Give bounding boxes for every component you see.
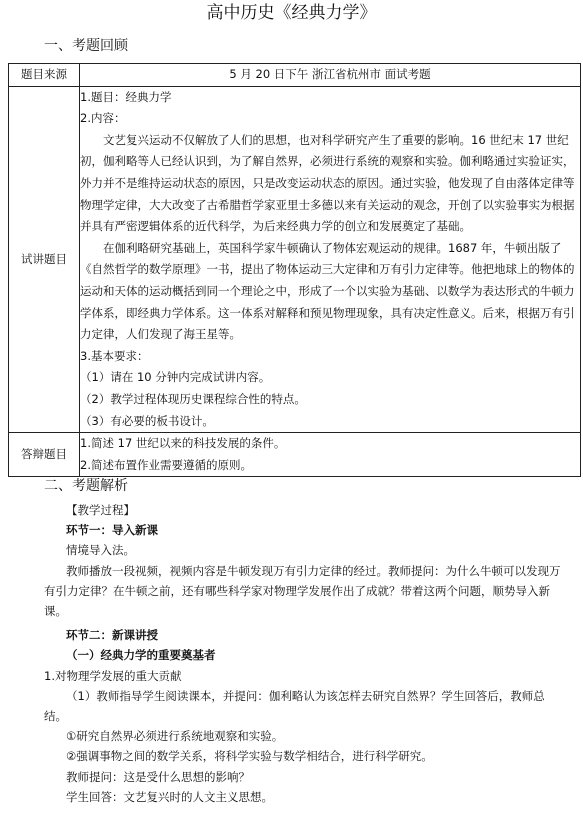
table-value-source: 5 月 20 日下午 浙江省杭州市 面试考题	[80, 64, 581, 87]
table-value-defense	[80, 433, 581, 477]
defense-question-1: 1.简述 17 世纪以来的科技发展的条件。	[80, 436, 286, 451]
exam-table	[8, 63, 581, 477]
section-heading-analysis: 二、考题解析	[44, 478, 128, 494]
table-row-defense	[9, 433, 581, 477]
student-answer: 学生回答：文艺复兴时的人文主义思想。	[66, 789, 273, 804]
lecture-content-label: 2.内容：	[80, 111, 126, 126]
subsection1-title: （一）经典力学的重要奠基者	[66, 648, 216, 663]
section-heading-review: 一、考题回顾	[44, 38, 128, 54]
table-row-lecture	[9, 86, 581, 433]
conclusion-2: ②强调事物之间的数学关系，将科学实验与数学相结合，进行科学研究。	[66, 749, 433, 764]
lecture-requirements-label: 3.基本要求：	[80, 348, 149, 363]
point1-text: （1）教师指导学生阅读课本，并提问：伽利略认为该怎样去研究自然界？学生回答后，教师总结。	[44, 688, 545, 724]
table-label-source: 题目来源	[9, 64, 80, 87]
process-heading: 【教学过程】	[66, 503, 135, 517]
table-row-source	[9, 64, 581, 87]
step2-title: 环节二：新课讲授	[66, 628, 158, 643]
requirement-2: （2）教学过程体现历史课程综合性的特点。	[80, 391, 306, 406]
lecture-paragraph-1: 文艺复兴运动不仅解放了人们的思想，也对科学研究产生了重要的影响。16 世纪末 17 世纪初，伽利略等人已经认识到，为了解自然界，必须进行系统的观察和实验。伽利略通过实验证实，外力并不是维持运动状态的原因，只是改变运动状态的原因。通过实验，他发现了自由落体定律等物理学定律，大大改变了古希腊哲学家亚里士多德以来有关运动的观念，开创了以实验事实为根据并具有严密逻辑体系的近代科学，为后来经典力学的创立和发展奠定了基础。	[80, 132, 575, 234]
point1-heading: 1.对物理学发展的重大贡献	[44, 668, 182, 683]
analysis-body	[44, 500, 564, 807]
conclusion-1: ①研究自然界必须进行系统地观察和实验。	[66, 729, 284, 744]
lecture-paragraph-2: 在伽利略研究基础上，英国科学家牛顿确认了物体宏观运动的规律。1687 年，牛顿出版了《自然哲学的数学原理》一书，提出了物体运动三大定律和万有引力定律等。他把地球上的物体的运动和天体的运动概括到同一个理论之中，形成了一个以实验为基础、以数学为表达形式的牛顿力学体系，即经典力学体系。这一体系对解释和预见物理现象，具有决定性意义。后来，根据万有引力定律，人们发现了海王星等。	[80, 240, 575, 342]
teacher-question: 教师提问：这是受什么思想的影响？	[66, 769, 250, 784]
table-label-defense: 答辩题目	[9, 433, 80, 477]
defense-question-2: 2.简述布置作业需要遵循的原则。	[80, 457, 252, 472]
step1-method: 情境导入法。	[66, 543, 135, 558]
table-label-lecture: 试讲题目	[9, 86, 80, 433]
requirement-3: （3）有必要的板书设计。	[80, 413, 214, 428]
step1-title: 环节一：导入新课	[66, 523, 158, 538]
lecture-topic: 1.题目：经典力学	[80, 89, 172, 104]
table-value-lecture	[80, 86, 581, 433]
requirement-1: （1）请在 10 分钟内完成试讲内容。	[80, 370, 271, 385]
step1-text: 教师播放一段视频，视频内容是牛顿发现万有引力定律的经过。教师提问：为什么牛顿可以发现万有引力定律？在牛顿之前，还有哪些科学家对物理学发展作出了成就？带着这两个问题，顺势导入新课。	[44, 563, 561, 619]
page-title: 高中历史《经典力学》	[206, 3, 377, 23]
